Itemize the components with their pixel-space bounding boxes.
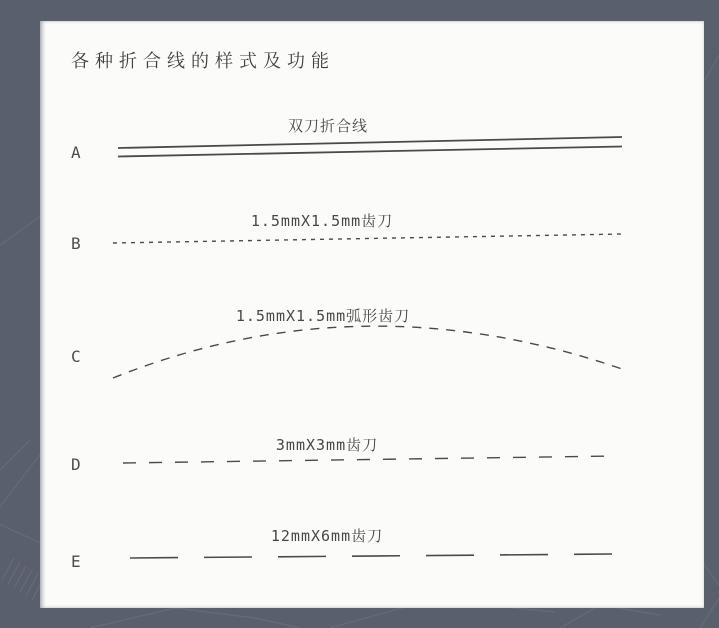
caption-row-a: 双刀折合线: [287, 117, 369, 135]
caption-row-b: 1.5mmX1.5mm齿刀: [250, 212, 394, 230]
double-solid-line-glyph: [118, 137, 622, 157]
caption-row-c: 1.5mmX1.5mm弧形齿刀: [235, 307, 411, 325]
pattern-line: [705, 55, 719, 80]
medium-dashed-line-glyph: [123, 456, 616, 463]
caption-row-e: 12mmX6mm齿刀: [270, 527, 384, 545]
caption-row-d: 3mmX3mm齿刀: [275, 436, 379, 454]
fine-dashed-line-glyph: [113, 234, 623, 243]
pattern-line: [90, 608, 300, 628]
arc-dashed-line-glyph: [113, 326, 622, 378]
row-label-a: A: [71, 143, 81, 162]
document-page: [40, 21, 704, 608]
page-title: 各种折合线的样式及功能: [71, 51, 335, 72]
pattern-line: [560, 605, 660, 628]
long-dashed-line-glyph: [130, 554, 612, 558]
row-label-b: B: [71, 234, 81, 253]
pattern-line: [0, 440, 30, 470]
row-label-d: D: [71, 455, 81, 474]
row-label-e: E: [71, 552, 81, 571]
pattern-ruler-ticks: [2, 558, 44, 600]
row-label-c: C: [71, 347, 81, 366]
